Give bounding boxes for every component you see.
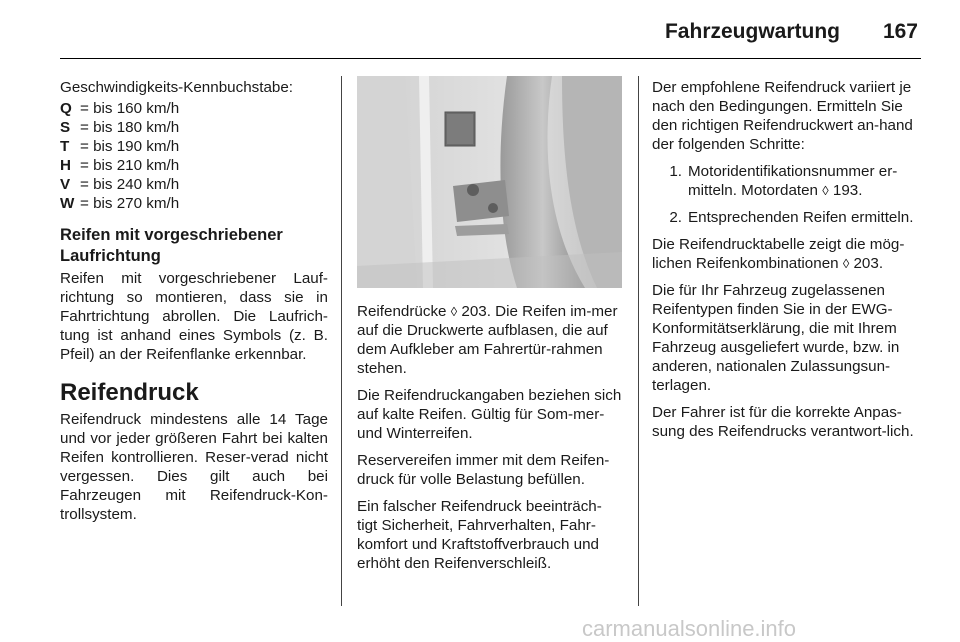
speed-value: = bis 270 km/h <box>80 195 180 212</box>
column-middle <box>357 302 622 581</box>
text-run: . <box>878 255 884 272</box>
page-number: 167 <box>882 20 918 43</box>
speed-code: W <box>60 195 75 212</box>
cold-tires-paragraph: Die Reifendruckangaben beziehen sich auf kalte Reifen. Gültig für Som-mer- und Winterreifen. <box>357 387 622 442</box>
cross-reference-icon: ◊ <box>842 256 850 271</box>
list-item <box>652 208 922 227</box>
text-run: Motoridentifikationsnummer er-mitteln. Motordaten <box>688 163 898 199</box>
column-left <box>60 78 328 532</box>
speed-code: S <box>60 119 71 136</box>
wrong-pressure-paragraph: Ein falscher Reifendruck beeinträch-tigt Sicherheit, Fahrverhalten, Fahr-komfort und Kraftstoffverbrauch und erhöht den Reifenverschleiß. <box>357 498 602 572</box>
driver-responsibility-paragraph: Der Fahrer ist für die korrekte Anpas-sung des Reifendrucks verantwort-lich. <box>652 404 914 440</box>
speed-value: = bis 180 km/h <box>80 119 180 136</box>
column-divider <box>638 76 639 606</box>
tire-table-paragraph <box>652 235 922 273</box>
speed-row <box>60 137 328 156</box>
step-text <box>688 162 922 200</box>
column-divider <box>341 76 342 606</box>
recommended-pressure-paragraph: Der empfohlene Reifendruck variiert je nach den Bedingungen. Ermitteln Sie den richtigen Reifendruckwert an-hand der folgenden Schritte: <box>652 79 913 153</box>
approved-tires-paragraph: Die für Ihr Fahrzeug zugelassenen Reifentypen finden Sie in der EWG-Konformitätserklärung, die mit Ihrem Fahrzeug ausgeliefert wurde, bzw. in anderen, nationalen Zulassungsun-terlagen. <box>652 282 900 394</box>
column-right <box>652 78 922 449</box>
steps-list <box>652 162 922 227</box>
cross-reference-icon: ◊ <box>822 183 829 198</box>
step-number: 1. <box>669 163 682 180</box>
page-header <box>60 14 920 54</box>
speed-table <box>60 99 328 213</box>
speed-row <box>60 156 328 175</box>
speed-value: = bis 160 km/h <box>80 100 180 117</box>
page-reference[interactable]: 203 <box>853 255 879 272</box>
speed-row <box>60 118 328 137</box>
speed-value: = bis 190 km/h <box>80 138 180 155</box>
speed-code: V <box>60 176 71 193</box>
cross-reference-icon: ◊ <box>450 304 458 319</box>
tire-pressure-paragraph <box>357 302 622 378</box>
speed-row <box>60 194 328 213</box>
spare-tire-paragraph: Reservereifen immer mit dem Reifen-druck für volle Belastung befüllen. <box>357 452 610 488</box>
speed-code: Q <box>60 100 72 117</box>
page-reference[interactable]: 193 <box>832 182 859 199</box>
page-reference[interactable]: 203 <box>461 303 487 320</box>
text-run: Die Reifendrucktabelle zeigt die mög-lichen Reifenkombinationen <box>652 236 905 272</box>
text-run: . Die Reifen im-mer auf die Druckwerte aufblasen, die auf dem Aufkleber am Fahrertür-rahmen stehen. <box>357 303 618 377</box>
pressure-paragraph: Reifendruck mindestens alle 14 Tage und vor jeder größeren Fahrt bei kalten Reifen kontrollieren. Reser-verad nicht vergessen. Dies gilt auch bei Fahrzeugen mit Reifendruck-Kon-trollsystem. <box>60 411 328 523</box>
section-title: Fahrzeugwartung <box>664 20 840 43</box>
text-run: Reifendrücke <box>357 303 451 320</box>
speed-value: = bis 240 km/h <box>80 176 180 193</box>
door-frame-photo <box>357 76 622 288</box>
header-divider <box>60 58 921 59</box>
step-text: Entsprechenden Reifen ermitteln. <box>688 209 914 226</box>
direction-paragraph: Reifen mit vorgeschriebener Lauf-richtung so montieren, dass sie in Fahrtrichtung abrollen. Die Laufrich-tung ist anhand eines Symbols (z. B. Pfeil) an der Reifenflanke erkennbar. <box>60 270 328 363</box>
heading-running-direction: Reifen mit vorgeschriebener Laufrichtung <box>60 226 283 265</box>
heading-tire-pressure: Reifendruck <box>60 379 199 406</box>
speed-intro: Geschwindigkeits-Kennbuchstabe: <box>60 79 294 96</box>
speed-row <box>60 99 328 118</box>
speed-code: H <box>60 157 71 174</box>
speed-row <box>60 175 328 194</box>
speed-code: T <box>60 138 70 155</box>
watermark: carmanualsonline.info <box>582 616 797 641</box>
speed-value: = bis 210 km/h <box>80 157 180 174</box>
list-item <box>652 162 922 200</box>
step-number: 2. <box>669 209 682 226</box>
door-frame-image <box>357 76 622 288</box>
text-run: . <box>858 182 863 199</box>
